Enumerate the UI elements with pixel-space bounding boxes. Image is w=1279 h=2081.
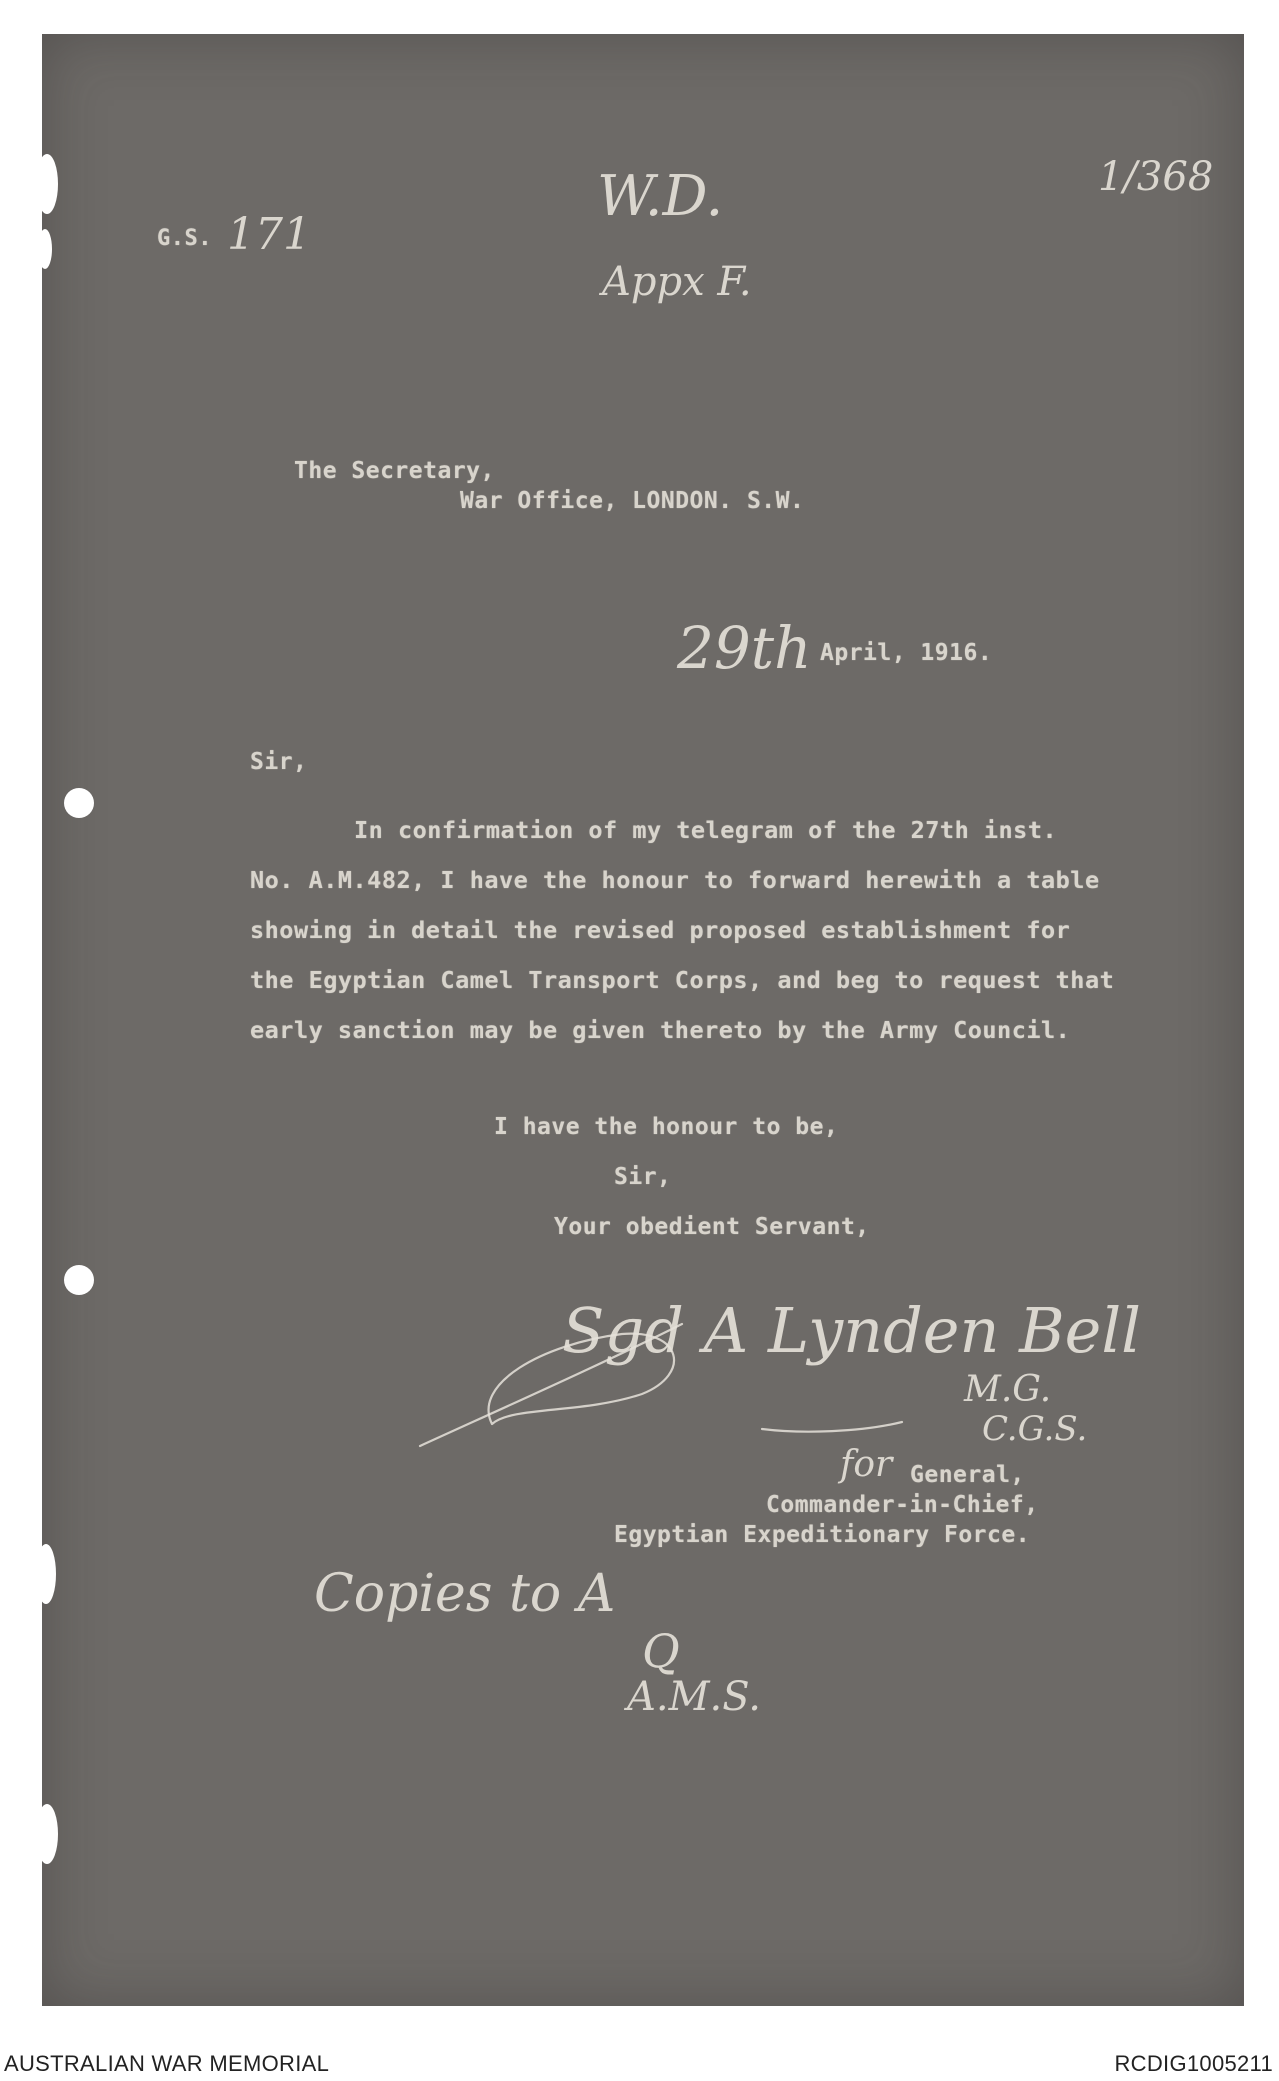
signature-role-handwritten: C.G.S. [982,1409,1088,1449]
signature-block-line-3: Egyptian Expeditionary Force. [614,1522,1031,1548]
closing-line-2: Sir, [614,1164,672,1190]
addressee-line-2: War Office, LONDON. S.W. [460,488,805,514]
file-reference: G.S. [157,226,212,251]
addressee-line-1: The Secretary, [294,458,495,484]
footer-archive-name: AUSTRALIAN WAR MEMORIAL [4,2051,330,2076]
body-line: showing in detail the revised proposed establishment for [250,916,1071,944]
closing-line-1: I have the honour to be, [494,1114,839,1140]
office-handwritten-mark: W.D. [597,164,724,229]
date-text: April, 1916. [820,640,993,666]
footer-record-id: RCDIG1005211 [1114,2051,1273,2076]
signature-block-line-2: Commander-in-Chief, [766,1492,1039,1518]
copies-note-line-2: Q [642,1624,680,1678]
date-day-handwritten: 29th [677,614,812,682]
top-right-handwritten-mark: 1/368 [1098,154,1214,200]
body-line: No. A.M.482, I have the honour to forward herewith a table [250,866,1100,894]
document-page [42,34,1244,2006]
for-mark: for [840,1444,893,1485]
body-line: early sanction may be given thereto by the Army Council. [250,1016,1071,1044]
closing-line-3: Your obedient Servant, [554,1214,870,1240]
signature-block-line-1: General, [910,1462,1025,1488]
signature-suffix: M.G. [964,1369,1052,1410]
copies-note-line-1: Copies to A [314,1564,616,1624]
copies-note-line-3: A.M.S. [627,1674,761,1720]
file-reference-number: 171 [227,209,311,260]
body-line: the Egyptian Camel Transport Corps, and beg to request that [250,966,1115,994]
salutation: Sir, [250,749,308,775]
office-handwritten-submark: Appx F. [602,259,752,305]
body-line: In confirmation of my telegram of the 27th inst. [354,816,1058,844]
signature: Sgd A Lynden Bell [562,1294,1142,1367]
